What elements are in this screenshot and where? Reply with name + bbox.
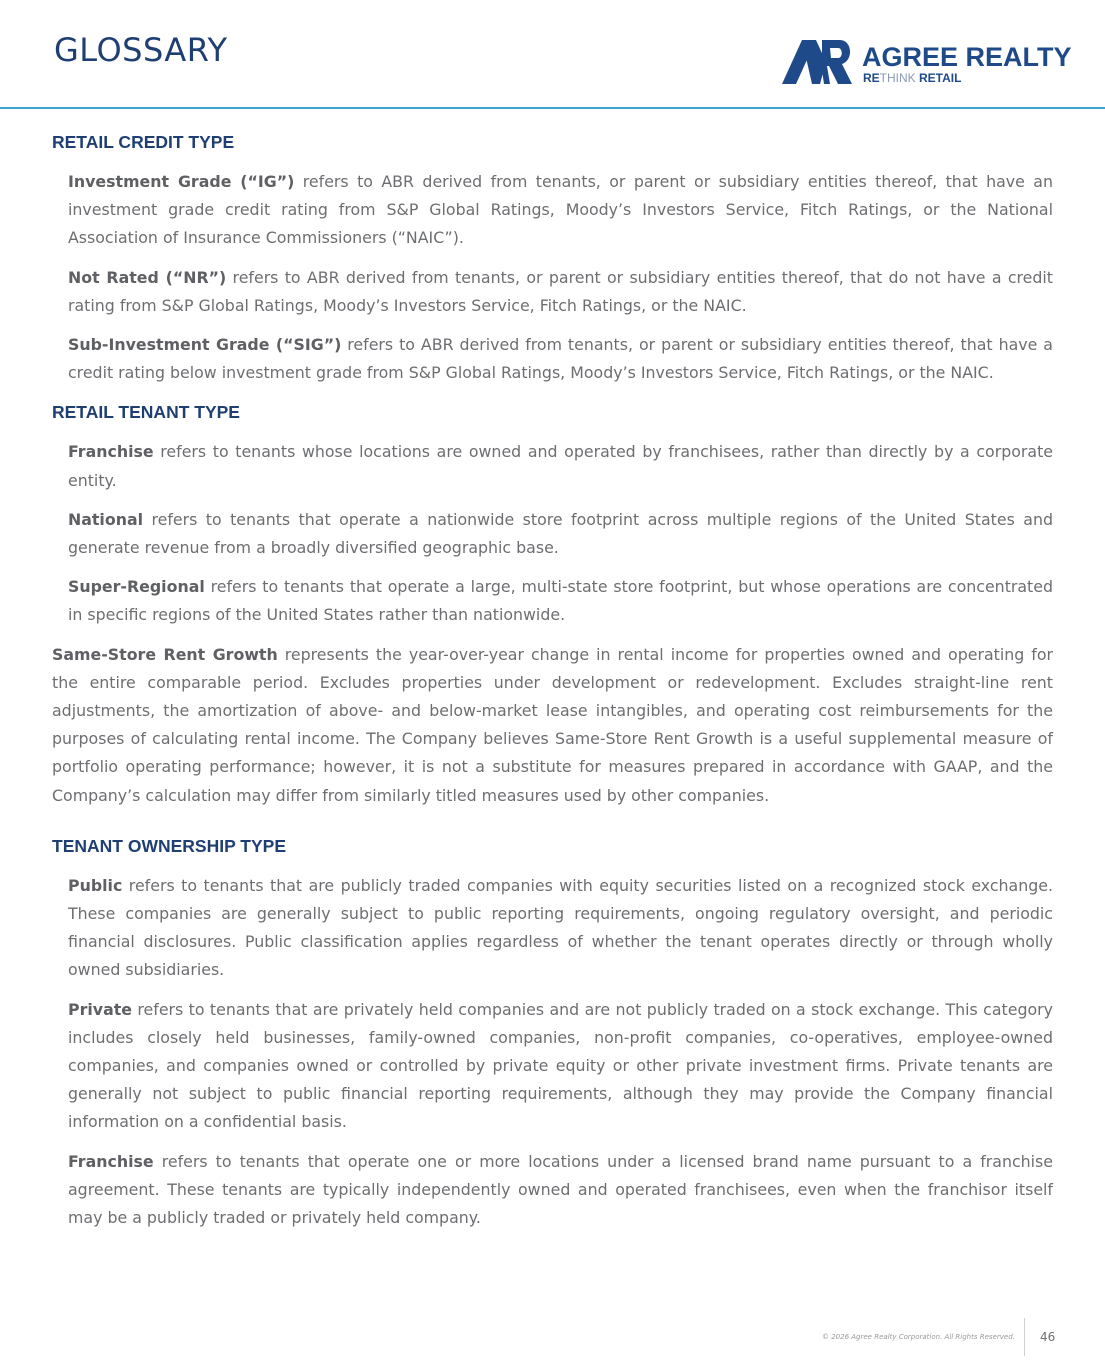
definition-franchise-tenant bbox=[52, 438, 1053, 494]
logo-tagline-retail: RETAIL bbox=[919, 71, 962, 85]
section-heading-retail-tenant-type: RETAIL TENANT TYPE bbox=[52, 402, 240, 423]
definition-private bbox=[52, 996, 1053, 1137]
term-investment-grade: Investment Grade (“IG”) bbox=[68, 172, 295, 191]
definition-text: refers to ABR derived from tenants, or parent or subsidiary entities thereof, that have an investment grade credit rating from S&P Global Ratings, Moody’s Investors Service, Fitch Ratings, or the National Association of Insurance Commissioners (“NAIC”). bbox=[68, 172, 1053, 248]
term-same-store-rent-growth: Same-Store Rent Growth bbox=[52, 644, 278, 664]
definition-text: refers to tenants whose locations are owned and operated by franchisees, rather than directly by a corporate entity. bbox=[68, 442, 1053, 490]
term-not-rated: Not Rated (“NR”) bbox=[68, 267, 227, 287]
term-public: Public bbox=[68, 875, 123, 895]
definition-sub-investment-grade bbox=[52, 331, 1053, 387]
definition-franchise-ownership bbox=[52, 1148, 1053, 1233]
term-super-regional: Super-Regional bbox=[68, 577, 205, 597]
page-number: 46 bbox=[1040, 1330, 1056, 1344]
definition-text: refers to tenants that operate one or more locations under a licensed brand name pursuant to a franchise agreement. These tenants are typically independently owned and operated franchisees, even when the franchisor itself may be a publicly traded or privately held company. bbox=[68, 1151, 1053, 1228]
header-divider bbox=[0, 107, 1105, 109]
term-franchise: Franchise bbox=[68, 1151, 154, 1171]
term-private: Private bbox=[68, 999, 133, 1019]
footer-divider bbox=[1024, 1318, 1025, 1356]
section-heading-tenant-ownership-type: TENANT OWNERSHIP TYPE bbox=[52, 835, 287, 856]
definition-text: refers to ABR derived from tenants, or parent or subsidiary entities thereof, that have a credit rating below investment grade from S&P Global Ratings, Moody’s Investors Service, Fitch Ratings, or the NAIC. bbox=[68, 335, 1053, 383]
logo-tagline-re: RE bbox=[863, 71, 880, 85]
logo-tagline bbox=[863, 71, 961, 85]
definition-national bbox=[52, 506, 1053, 562]
logo-wordmark: AGREE REALTY bbox=[862, 42, 1072, 72]
agree-realty-logo-mark-icon bbox=[782, 40, 858, 84]
definition-text: refers to tenants that are publicly traded companies with equity securities listed on a recognized stock exchange. These companies are generally subject to public reporting requirements, ongoing regulatory oversight, and periodic financial disclosures. Public classification applies regardless of whether the tenant operates directly or through wholly owned subsidiaries. bbox=[68, 875, 1053, 980]
definition-super-regional bbox=[52, 573, 1053, 629]
glossary-content bbox=[52, 128, 1053, 1232]
definition-text: refers to tenants that are privately held companies and are not publicly traded on a stock exchange. This category includes closely held businesses, family-owned companies, non-profit companies, co-operatives, employee-owned companies, and companies owned or controlled by private equity or other private investment firms. Private tenants are generally not subject to public financial reporting requirements, although they may provide the Company financial information on a confidential basis. bbox=[68, 999, 1053, 1132]
term-national: National bbox=[68, 509, 144, 529]
agree-realty-logo bbox=[782, 40, 1072, 86]
definition-not-rated bbox=[52, 264, 1053, 320]
definition-text: refers to ABR derived from tenants, or parent or subsidiary entities thereof, that do not have a credit rating from S&P Global Ratings, Moody’s Investors Service, Fitch Ratings, or the NAIC. bbox=[68, 267, 1053, 315]
definition-investment-grade bbox=[52, 168, 1053, 253]
term-franchise: Franchise bbox=[68, 442, 154, 462]
page-title: GLOSSARY bbox=[54, 31, 228, 69]
definition-text: refers to tenants that operate a large, multi-state store footprint, but whose operations are concentrated in specific regions of the United States rather than nationwide. bbox=[68, 577, 1053, 625]
definition-public bbox=[52, 872, 1053, 985]
section-heading-retail-credit-type: RETAIL CREDIT TYPE bbox=[52, 132, 235, 152]
footer-copyright: © 2026 Agree Realty Corporation. All Rights Reserved. bbox=[822, 1333, 1015, 1341]
definition-same-store-rent-growth bbox=[52, 641, 1053, 810]
term-sub-investment-grade: Sub-Investment Grade (“SIG”) bbox=[68, 335, 342, 355]
definition-text: represents the year-over-year change in rental income for properties owned and operating for the entire comparable period. Excludes properties under development or redevelopment. Excludes straight-line rent adjustments, the amortization of above- and below-market lease intangibles, and operating cost reimbursements for the purposes of calculating rental income. The Company believes Same-Store Rent Growth is a useful supplemental measure of portfolio operating performance; however, it is not a substitute for measures prepared in accordance with GAAP, and the Company’s calculation may differ from similarly titled measures used by other companies. bbox=[52, 644, 1054, 805]
definition-text: refers to tenants that operate a nationwide store footprint across multiple regions of the United States and generate revenue from a broadly diversified geographic base. bbox=[68, 509, 1053, 558]
logo-tagline-think: THINK bbox=[879, 71, 920, 85]
